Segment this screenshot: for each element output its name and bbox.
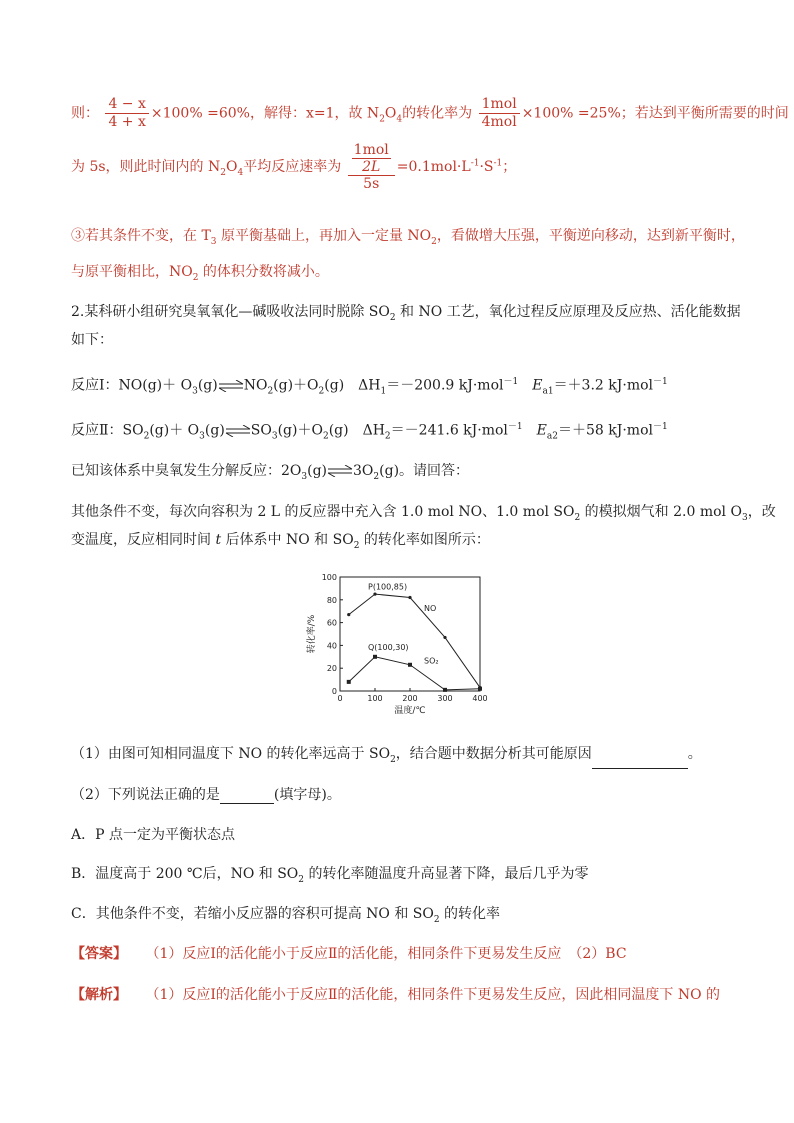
x-tick-label: 400 xyxy=(472,694,488,703)
answer-tag: 【答案】 xyxy=(71,946,127,962)
solution-line-2 xyxy=(71,142,516,192)
plot-frame xyxy=(340,577,480,691)
analysis-line xyxy=(71,986,720,1004)
subscript: 2 xyxy=(390,754,396,765)
superscript: －1 xyxy=(653,377,668,387)
para3-line-2 xyxy=(71,263,329,287)
text: (g) xyxy=(307,463,328,479)
subscript: 3 xyxy=(271,431,278,442)
text: 后体系中 NO 和 SO xyxy=(221,532,354,548)
sub-question-2 xyxy=(71,786,341,804)
text: ＝－200.9 kJ·mol xyxy=(386,377,504,394)
text: 原平衡基础上，再加入一定量 NO xyxy=(216,228,432,244)
text: ，结合题中数据分析其可能原因 xyxy=(395,746,592,762)
text: 如下： xyxy=(71,332,113,348)
series-line-so2 xyxy=(349,657,480,690)
text: ×100% =60%，解得：x=1，故 N xyxy=(150,105,380,122)
text: 其他条件不变，每次向容积为 2 L 的反应器中充入含 1.0 mol NO、1.0 mol SO xyxy=(71,504,575,520)
text: ，看做增大压强，平衡逆向移动，达到新平衡时， xyxy=(436,228,745,244)
subscript: 2 xyxy=(389,312,396,323)
text: 3O xyxy=(353,463,374,479)
text: (g)＋ O xyxy=(149,422,200,439)
subscript: 2 xyxy=(574,512,581,523)
text: ； xyxy=(502,159,517,175)
equilibrium-arrow-icon xyxy=(225,425,251,437)
superscript: －1 xyxy=(507,422,523,432)
text: （1）由图可知相同温度下 NO 的转化率远高于 SO xyxy=(71,746,391,762)
text: (填字母)。 xyxy=(273,787,341,803)
text: （2）下列说法正确的是 xyxy=(71,787,220,803)
answer-text: （1）反应Ⅰ的活化能小于反应Ⅱ的活化能，相同条件下更易发生反应 （2）BC xyxy=(145,946,627,962)
conditions-line-1 xyxy=(71,503,776,527)
text: 和 NO 工艺，氧化过程反应原理及反应热、活化能数据 xyxy=(395,304,741,320)
subscript: 2 xyxy=(433,914,440,925)
para3-line-1 xyxy=(71,227,745,251)
text: 为 5s，则此时间内的 N xyxy=(71,159,221,175)
superscript: -1 xyxy=(470,158,480,169)
text: 的模拟烟气和 2.0 mol O xyxy=(580,504,742,520)
text: 则： xyxy=(71,105,99,122)
data-point xyxy=(478,687,482,691)
subscript: a2 xyxy=(546,431,558,442)
subscript: 2 xyxy=(318,386,325,397)
y-tick-label: 40 xyxy=(326,641,337,651)
x-tick-label: 300 xyxy=(437,694,453,703)
subscript: 3 xyxy=(301,471,308,482)
text: (g) ΔH xyxy=(324,377,381,394)
text: 的转化率为 xyxy=(402,105,473,122)
superscript: －1 xyxy=(503,377,519,387)
subscript: a1 xyxy=(542,386,554,397)
subscript: 2 xyxy=(267,386,274,397)
text: 的转化率随温度升高显著下降，最后几乎为零 xyxy=(304,866,589,882)
y-axis-label: 转化率/% xyxy=(307,614,317,654)
subscript: 2 xyxy=(298,874,305,885)
x-tick-label: 0 xyxy=(337,694,343,703)
text: t xyxy=(215,532,222,548)
text: 平均反应速率为 xyxy=(243,159,342,175)
nested-denominator: 2L xyxy=(362,159,381,175)
text: C．其他条件不变，若缩小反应器的容积可提高 NO 和 SO xyxy=(71,906,434,922)
question-2-line-2 xyxy=(71,331,113,349)
solution-line-1 xyxy=(71,96,789,131)
chart-axes xyxy=(340,577,480,691)
conversion-chart xyxy=(300,569,500,721)
analysis-text: （1）反应Ⅰ的活化能小于反应Ⅱ的活化能，相同条件下更易发生反应，因此相同温度下 NO 的 xyxy=(145,987,721,1003)
fraction-2 xyxy=(479,96,520,131)
nested-fraction xyxy=(352,142,391,175)
text: ·S xyxy=(479,159,494,175)
y-tick-label: 60 xyxy=(326,618,337,628)
fraction-denominator: 4 + x xyxy=(108,114,146,130)
subscript: 2 xyxy=(431,236,437,247)
reaction-2 xyxy=(71,418,668,445)
text: 反应Ⅰ：NO(g)＋ O xyxy=(71,377,193,394)
annotation-p: P(100,85) xyxy=(368,582,408,592)
text: 的转化率 xyxy=(439,906,501,922)
text: (g) xyxy=(197,377,218,394)
answer-blank[interactable] xyxy=(592,754,688,769)
text: ×100% =25%；若达到平衡所需要的时间 xyxy=(521,105,789,122)
text: ＝＋58 kJ·mol xyxy=(557,422,653,439)
text: (g)＋O xyxy=(277,422,323,439)
text: E xyxy=(522,422,547,439)
data-point xyxy=(373,655,377,659)
chart-ticks xyxy=(322,573,488,703)
text: (g)。请回答： xyxy=(379,463,470,479)
superscript: -1 xyxy=(493,158,503,169)
text: 2.某科研小组研究臭氧氧化—碱吸收法同时脱除 SO xyxy=(71,304,390,320)
x-tick-label: 200 xyxy=(402,694,418,703)
fraction-numerator xyxy=(348,142,395,176)
reaction-1 xyxy=(71,373,668,400)
subscript: 2 xyxy=(373,471,380,482)
legend-no: NO xyxy=(424,604,437,614)
subscript: 4 xyxy=(237,167,244,178)
y-tick-label: 20 xyxy=(326,664,337,674)
option-c xyxy=(71,905,500,929)
equilibrium-arrow-icon xyxy=(327,465,353,477)
data-point xyxy=(443,636,446,639)
question-2-line-1 xyxy=(71,303,741,327)
text: SO xyxy=(250,422,272,439)
data-point xyxy=(373,593,376,596)
data-point xyxy=(408,663,412,667)
text: 的体积分数将减小。 xyxy=(198,264,329,280)
answer-line xyxy=(71,945,627,963)
fraction-denominator: 5s xyxy=(363,176,380,192)
x-tick-label: 100 xyxy=(367,694,383,703)
text: A．P 点一定为平衡状态点 xyxy=(71,827,235,843)
decomposition-line xyxy=(71,462,469,486)
subscript: 3 xyxy=(192,386,198,397)
data-point xyxy=(347,613,350,616)
analysis-tag: 【解析】 xyxy=(71,987,127,1003)
subscript: 4 xyxy=(396,114,403,125)
text: O xyxy=(225,159,238,175)
equilibrium-arrow-icon xyxy=(218,380,244,392)
option-b xyxy=(71,865,588,889)
option-a xyxy=(71,826,235,844)
subscript: 3 xyxy=(199,431,205,442)
fraction-1 xyxy=(105,96,148,131)
subscript: 2 xyxy=(322,431,329,442)
subscript: 2 xyxy=(220,167,226,178)
conditions-line-2 xyxy=(71,531,490,555)
text: ，改 xyxy=(747,504,776,520)
y-tick-label: 100 xyxy=(321,573,337,582)
text: ③若其条件不变，在 T xyxy=(71,228,211,244)
superscript: －1 xyxy=(652,422,668,432)
text: (g)＋O xyxy=(273,377,319,394)
subscript: 2 xyxy=(353,540,360,551)
series-line-no xyxy=(349,594,480,687)
fraction-denominator: 4mol xyxy=(481,114,517,130)
subscript: 2 xyxy=(192,272,199,283)
annotation-q: Q(100,30) xyxy=(368,642,409,652)
subscript: 1 xyxy=(380,386,387,397)
subscript: 3 xyxy=(210,236,217,247)
subscript: 3 xyxy=(741,512,748,523)
text: (g) ΔH xyxy=(328,422,385,439)
data-point xyxy=(408,596,411,599)
x-axis-label: 温度/℃ xyxy=(394,706,426,716)
legend-so2: SO₂ xyxy=(424,656,439,666)
data-point xyxy=(347,680,351,684)
text: 的转化率如图所示： xyxy=(359,532,490,548)
y-tick-label: 0 xyxy=(331,687,337,696)
fraction-numerator: 4 − x xyxy=(105,96,148,114)
text: ＝－241.6 kJ·mol xyxy=(390,422,508,439)
fraction-numerator: 1mol xyxy=(479,96,520,114)
text: 。 xyxy=(687,746,702,762)
text: E xyxy=(518,377,543,394)
text: ＝＋3.2 kJ·mol xyxy=(553,377,654,394)
y-tick-label: 80 xyxy=(326,595,337,605)
text: O xyxy=(384,105,397,122)
data-point xyxy=(443,688,447,692)
subscript: 2 xyxy=(384,431,391,442)
text: B．温度高于 200 ℃后，NO 和 SO xyxy=(71,866,299,882)
text: 变温度，反应相同时间 xyxy=(71,532,216,548)
sub-question-1 xyxy=(71,745,702,769)
text: 已知该体系中臭氧发生分解反应：2O xyxy=(71,463,302,479)
text: 与原平衡相比，NO xyxy=(71,264,193,280)
text: (g) xyxy=(204,422,225,439)
subscript: 2 xyxy=(143,431,150,442)
answer-blank[interactable] xyxy=(220,789,274,804)
fraction-3 xyxy=(348,142,395,192)
text: 反应Ⅱ：SO xyxy=(71,422,144,439)
text: =0.1mol·L xyxy=(396,159,471,175)
text: NO xyxy=(243,377,268,394)
subscript: 2 xyxy=(379,114,385,125)
nested-numerator: 1mol xyxy=(353,142,389,158)
